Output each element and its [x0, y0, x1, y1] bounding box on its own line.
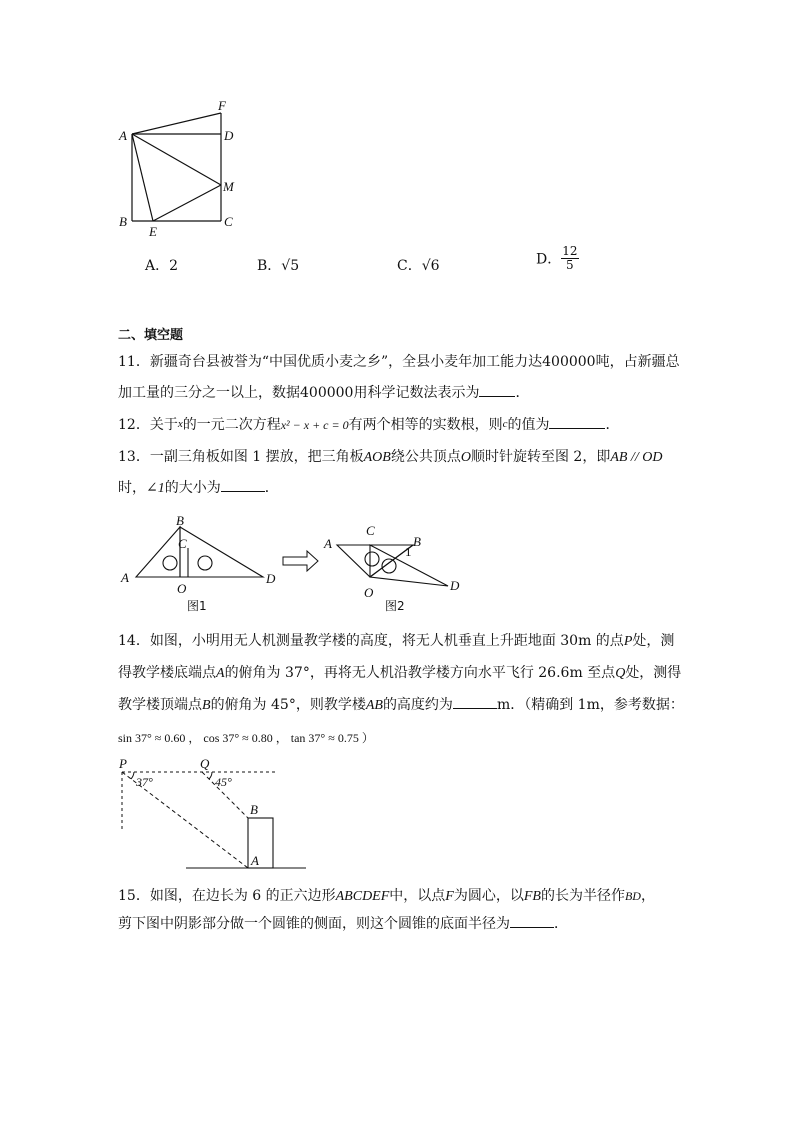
- q13-line1-a: 13．一副三角板如图 1 摆放，把三角板: [118, 449, 364, 465]
- q15-fb: FB: [523, 889, 541, 904]
- choice-d-letter: D．: [536, 251, 562, 268]
- q12-part4: 的值为: [507, 417, 550, 433]
- fig1-label-a: A: [121, 570, 129, 585]
- q12-var-c: c: [502, 418, 508, 430]
- fig14-label-a: A: [251, 853, 259, 868]
- fig1-label-d: D: [266, 571, 276, 586]
- q14-line3-a: 教学楼顶端点: [118, 697, 202, 713]
- label-b: B: [119, 214, 127, 229]
- q15-line1-e: 为圆心，以: [453, 888, 524, 904]
- q11-line1: 11．新疆奇台县被誉为“中国优质小麦之乡”，全县小麦年加工能力达400000吨，占新疆总: [118, 354, 680, 370]
- q11-line2-end: ．: [515, 385, 530, 401]
- q14-ab: AB: [365, 698, 383, 713]
- q12-end: ．: [605, 417, 620, 433]
- q14-line2-c: 处，测得: [625, 665, 682, 681]
- q14-line2-a: 得教学楼底端点: [118, 665, 216, 681]
- q15-line2: [118, 915, 568, 933]
- q12-equation: x² − x + c = 0: [280, 418, 349, 432]
- q15-abcdef: ABCDEF: [335, 889, 390, 904]
- q15-line1-a: 15．如图，在边长为 6 的正六边形: [118, 888, 336, 904]
- q14-line4: sin 37° ≈ 0.60 ， cos 37° ≈ 0.80 ， tan 37° ≈ 0.75 ）: [118, 731, 374, 745]
- section-title: 二、填空题: [118, 328, 184, 343]
- q15-line1-c: 中，以点: [389, 888, 446, 904]
- q13-o: O: [460, 450, 471, 465]
- choice-a-letter: A．: [145, 258, 170, 274]
- fig14-label-b: B: [250, 802, 258, 817]
- q11-line2-text: 加工量的三分之一以上，数据400000用科学记数法表示为: [118, 385, 480, 401]
- label-a: A: [119, 128, 127, 143]
- q14-line3-b: 的俯角为 45°，则教学楼: [210, 697, 366, 713]
- fig14-label-q: Q: [200, 756, 210, 771]
- fig2-label-c: C: [366, 523, 375, 538]
- q14-b: B: [202, 698, 211, 713]
- q15-line1-g: 的长为半径作: [540, 888, 625, 904]
- q13-line2-end: ．: [264, 480, 279, 496]
- label-c: C: [224, 214, 233, 229]
- choice-c-letter: C．: [397, 258, 422, 274]
- fig14-label-45: 45°: [215, 775, 232, 789]
- q13-line2-c: 的大小为: [164, 480, 221, 496]
- angle-arc-45: [209, 772, 212, 779]
- q15-arc-bd: BD: [624, 889, 641, 903]
- q12-part1: 12．关于: [118, 417, 178, 433]
- q13-ab-parallel-od: AB // OD: [610, 450, 663, 465]
- label-e: E: [149, 224, 157, 239]
- fig2-label-1: 1: [405, 544, 412, 559]
- q12-part2: 的一元二次方程: [182, 417, 281, 433]
- label-f: F: [218, 98, 226, 113]
- q14-line1-text: 14．如图，小明用无人机测量教学楼的高度，将无人机垂直上升距地面 30m 的点: [118, 633, 624, 649]
- fig1-label-o: O: [177, 581, 187, 596]
- q14-line2-b: 的俯角为 37°，再将无人机沿教学楼方向水平飞行 26.6m 至点: [224, 665, 616, 681]
- fig2-caption: 图2: [385, 599, 405, 613]
- q14-line1-end: 处，测: [632, 633, 675, 649]
- choice-c-value: √6: [421, 258, 440, 274]
- q14-line3-c: 的高度约为: [382, 697, 453, 713]
- fig2-label-o: O: [364, 585, 374, 600]
- label-m: M: [223, 179, 234, 194]
- label-d: D: [224, 128, 234, 143]
- q13-angle1: ∠1: [146, 481, 165, 496]
- choice-b-value: √5: [281, 258, 300, 274]
- q14-q: Q: [615, 666, 626, 681]
- fig2-label-d: D: [450, 578, 460, 593]
- choice-d-denominator: 5: [566, 258, 574, 272]
- q15-line1-end: ，: [640, 888, 655, 904]
- fig14-label-p: P: [119, 756, 127, 771]
- q15-f: F: [445, 889, 454, 904]
- fig1-caption: 图1: [187, 599, 207, 613]
- fig1-label-b: B: [176, 513, 184, 528]
- q12-var-x: x: [177, 418, 183, 430]
- q12-part3: 有两个相等的实数根，则: [348, 417, 503, 433]
- choice-a-value: 2: [169, 258, 179, 274]
- choice-b-letter: B．: [257, 258, 282, 274]
- q13-line1-e: 顺时针旋转至图 2，即: [470, 449, 611, 465]
- q13-line1-c: 绕公共顶点: [390, 449, 461, 465]
- q15-line2-a: 剪下图中阴影部分做一个圆锥的侧面，则这个圆锥的底面半径为: [118, 916, 510, 932]
- q13-aob: AOB: [363, 450, 391, 465]
- q13-line2-a: 时，: [118, 480, 146, 496]
- fig1-label-c: C: [178, 536, 187, 551]
- q14-line3-d: m．（精确到 1m，参考数据：: [496, 697, 684, 713]
- q14-p: P: [623, 634, 633, 649]
- q15-answer-blank[interactable]: [510, 915, 554, 928]
- q14-a: A: [216, 666, 225, 681]
- angle-arc-37: [131, 772, 134, 779]
- fig14-label-37: 37°: [136, 775, 153, 789]
- q15-line1: [118, 884, 655, 906]
- fig2-label-a: A: [324, 536, 332, 551]
- q15-line2-end: ．: [554, 916, 568, 932]
- fig2-label-b: B: [413, 534, 421, 549]
- choice-d-numerator: 12: [562, 244, 578, 258]
